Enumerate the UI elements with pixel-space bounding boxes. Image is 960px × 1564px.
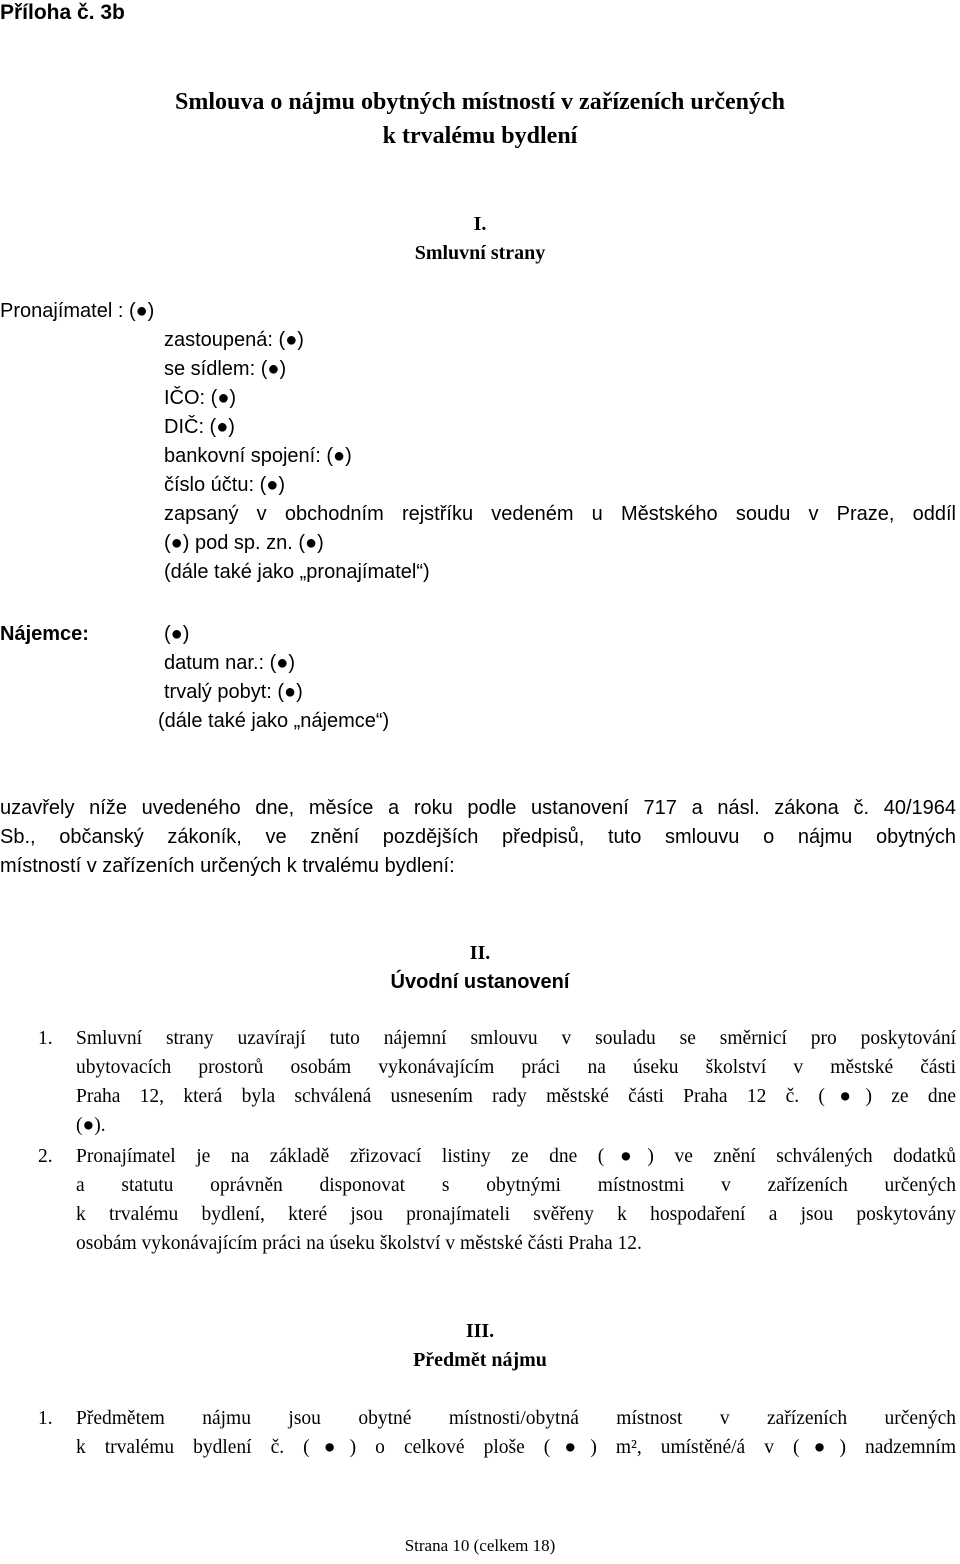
landlord-label: Pronajímatel : (●): [0, 300, 155, 322]
tenant-name: (●): [164, 623, 190, 645]
tenant-alias: (dále také jako „nájemce“): [158, 710, 390, 732]
document-title-line1: Smlouva o nájmu obytných místností v zařízeních určených: [174, 89, 785, 115]
sec2-item1-number: 1.: [38, 1028, 53, 1049]
landlord-account: číslo účtu: (●): [164, 474, 285, 496]
section-2-heading: Úvodní ustanovení: [390, 971, 570, 993]
landlord-dic: DIČ: (●): [164, 416, 235, 438]
section-1-number: I.: [473, 213, 487, 235]
sec3-item1-line: k trvalému bydlení č. (●) o celkové ploše (●) m², umístěné/á v (●) nadzemním: [76, 1437, 956, 1458]
intro-line-2: Sb., občanský zákoník, ve znění pozdějších předpisů, tuto smlouvu o nájmu obytných: [0, 826, 956, 848]
page-number: Strana 10 (celkem 18): [404, 1536, 556, 1555]
sec2-item1-line: Praha 12, která byla schválená usnesením rady městské části Praha 12 č. (●) ze dne: [76, 1086, 956, 1107]
sec2-item1-line: ubytovacích prostorů osobám vykonávajícím práci na úseku školství v městské části: [76, 1057, 956, 1078]
sec2-item2-line: k trvalému bydlení, které jsou pronajímateli svěřeny k hospodaření a jsou poskytovány: [76, 1204, 956, 1225]
section-3-heading: Předmět nájmu: [413, 1349, 547, 1371]
tenant-birth-date: datum nar.: (●): [164, 652, 296, 674]
tenant-residence: trvalý pobyt: (●): [164, 681, 303, 703]
sec2-item2-line: a statutu oprávněn disponovat s obytnými místnostmi v zařízeních určených: [76, 1175, 956, 1196]
section-3-number: III.: [465, 1320, 495, 1342]
intro-line-1: uzavřely níže uvedeného dne, měsíce a roku podle ustanovení 717 a násl. zákona č. 40/1964: [0, 797, 956, 819]
sec3-item1-number: 1.: [38, 1408, 53, 1429]
section-1-heading: Smluvní strany: [414, 242, 546, 264]
sec2-item2-number: 2.: [38, 1146, 53, 1167]
landlord-alias: (dále také jako „pronajímatel“): [164, 561, 430, 583]
landlord-register: zapsaný v obchodním rejstříku vedeném u Městského soudu v Praze, oddíl: [164, 503, 956, 525]
appendix-label: Příloha č. 3b: [0, 1, 125, 24]
landlord-ico: IČO: (●): [164, 387, 237, 409]
sec2-item2-line: Pronajímatel je na základě zřizovací listiny ze dne (●) ve znění schválených dodatků: [76, 1146, 956, 1167]
landlord-seat: se sídlem: (●): [164, 358, 287, 380]
document-title-line2: k trvalému bydlení: [382, 123, 578, 149]
intro-line-3: místností v zařízeních určených k trvalému bydlení:: [0, 855, 455, 877]
sec2-item1-line: (●).: [76, 1115, 106, 1136]
sec2-item2-line: osobám vykonávajícím práci na úseku školství v městské části Praha 12.: [76, 1233, 642, 1254]
landlord-represented: zastoupená: (●): [164, 329, 304, 351]
sec3-item1-line: Předmětem nájmu jsou obytné místnosti/obytná místnost v zařízeních určených: [76, 1408, 956, 1429]
sec2-item1-line: Smluvní strany uzavírají tuto nájemní smlouvu v souladu se směrnicí pro poskytování: [76, 1028, 956, 1049]
section-2-number: II.: [469, 942, 491, 964]
landlord-file-number: (●) pod sp. zn. (●): [164, 532, 324, 554]
tenant-label: Nájemce:: [0, 623, 89, 645]
landlord-bank: bankovní spojení: (●): [164, 445, 352, 467]
